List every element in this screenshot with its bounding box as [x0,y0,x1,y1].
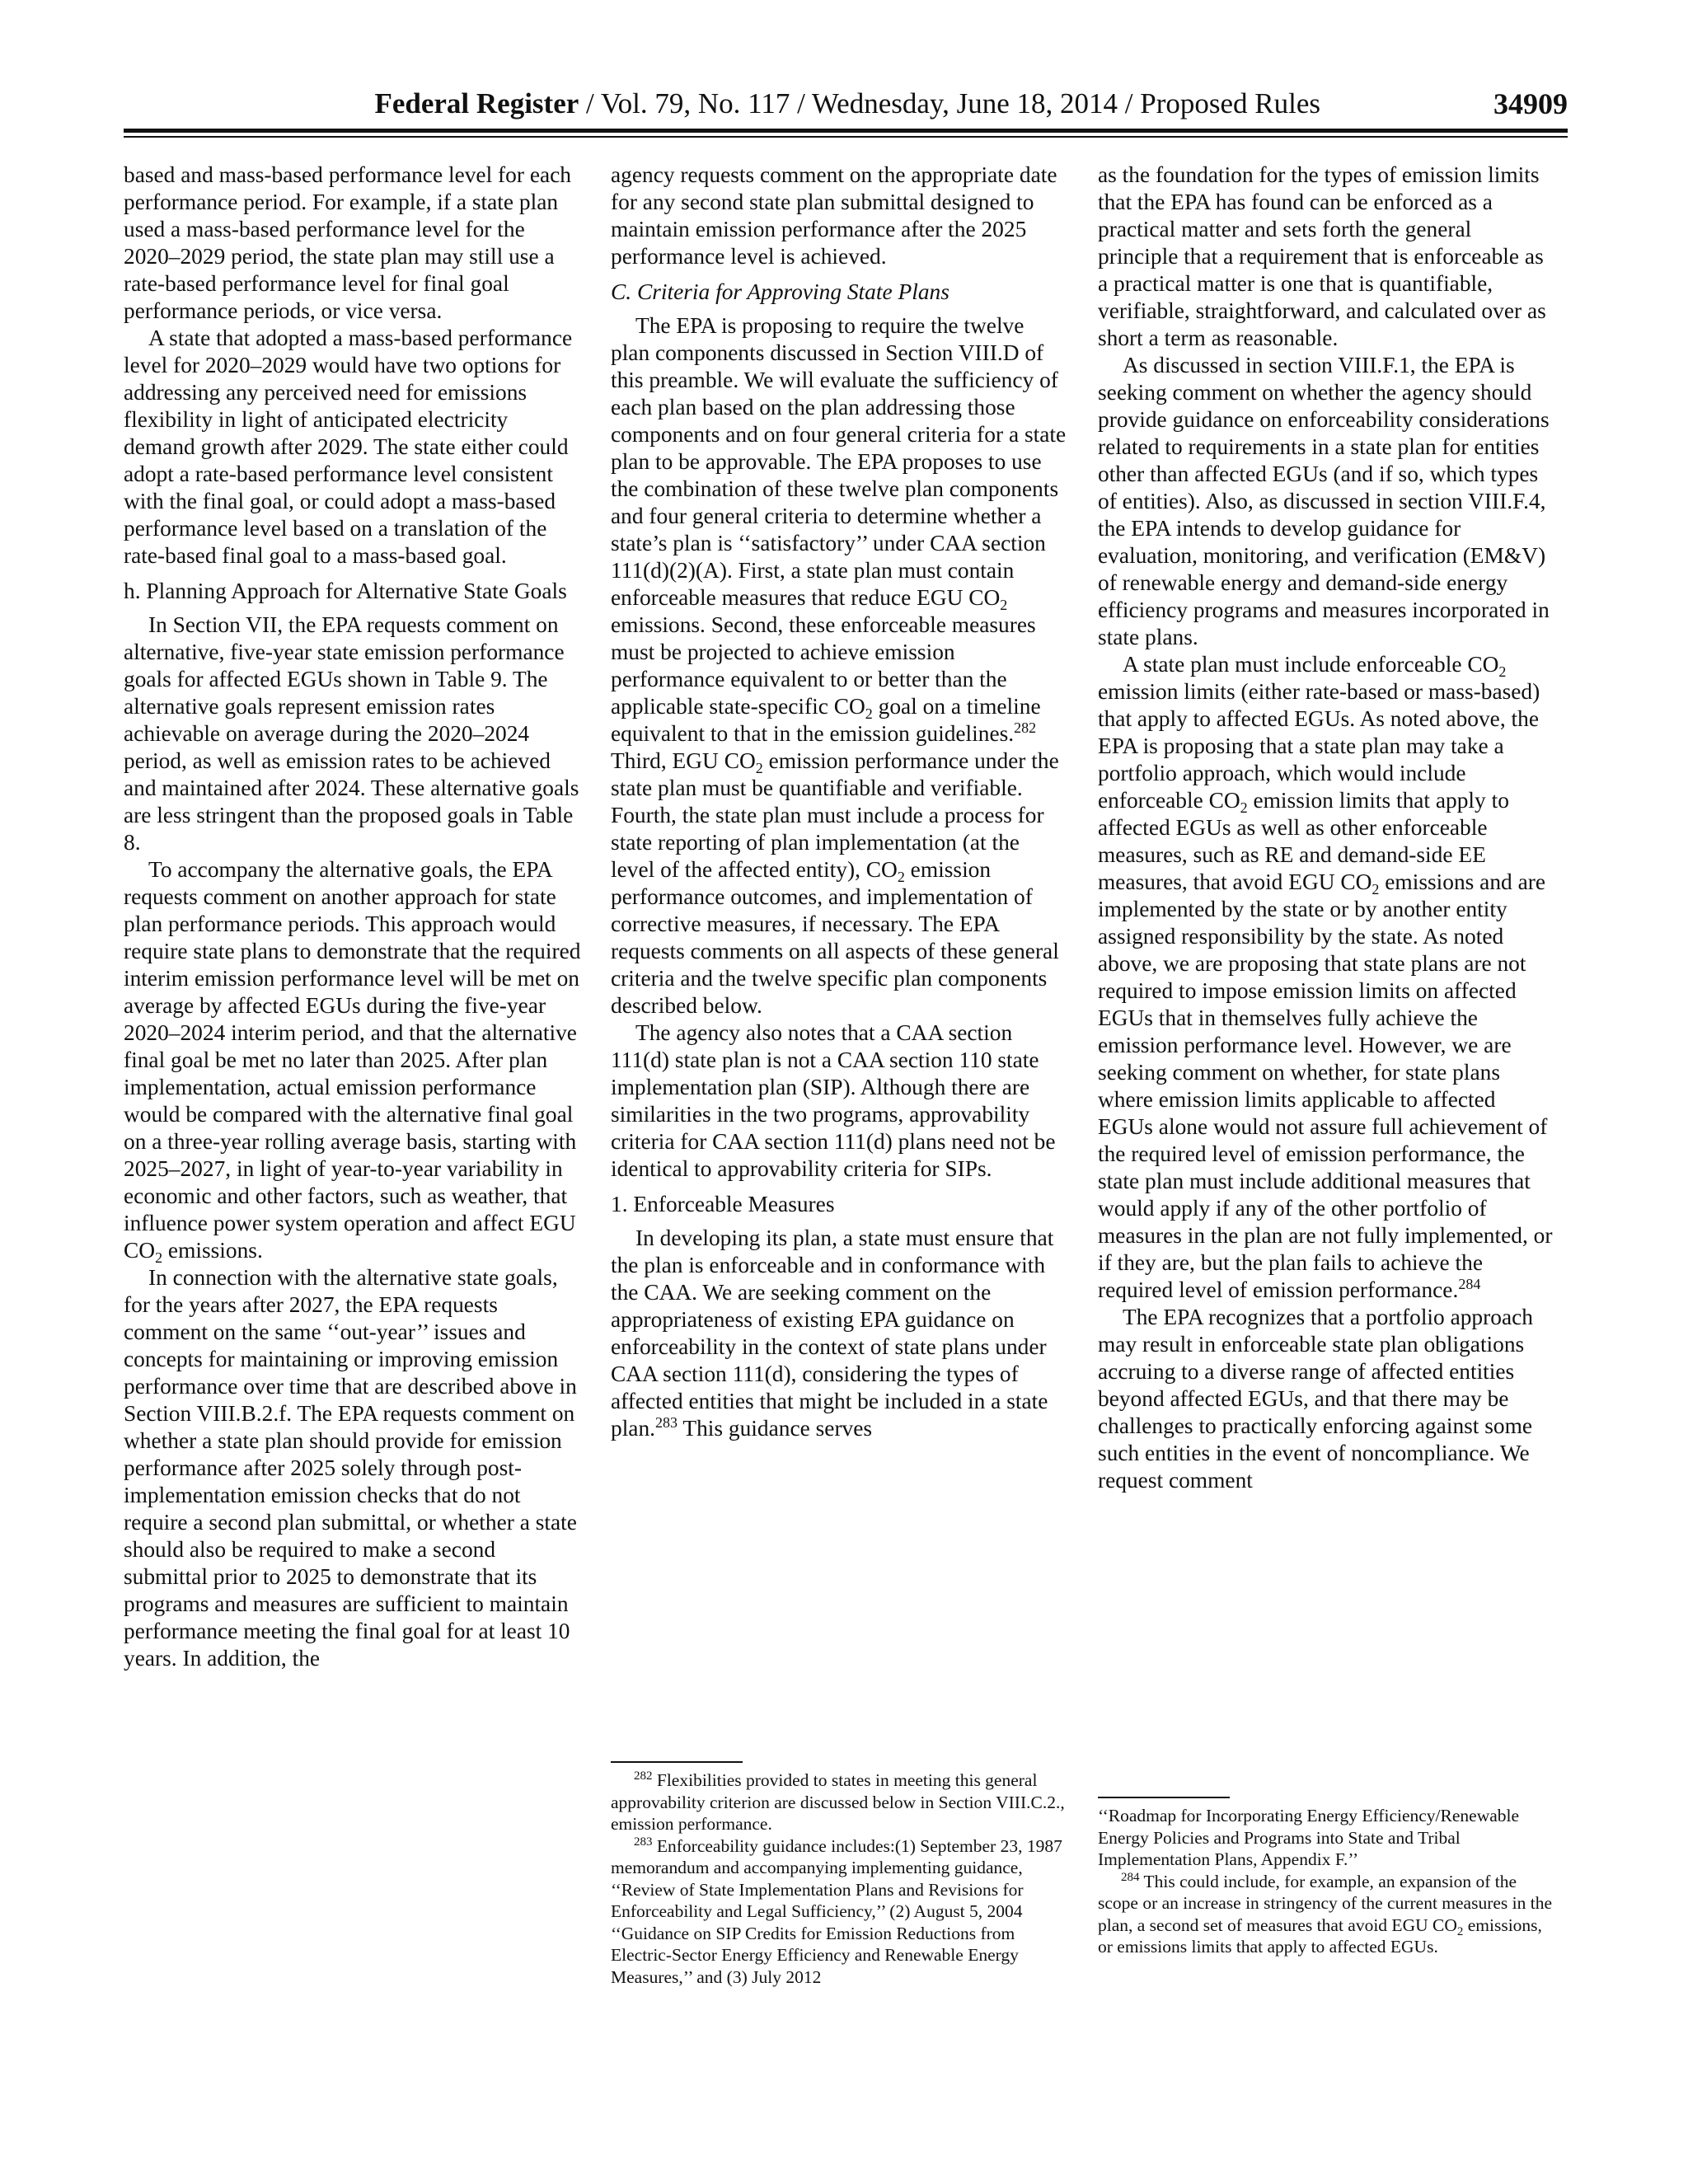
column-1 [124,162,581,1672]
footnote-283 [611,1835,1068,1989]
footnote-number: 283 [634,1835,653,1849]
subscript: 2 [897,869,905,885]
publication-name: Federal Register [374,87,579,120]
subscript: 2 [1456,1924,1464,1938]
paragraph [611,1225,1068,1442]
paragraph: As discussed in section VIII.F.1, the EPA is seeking comment on whether the agency should provide guidance on enforceability considerations related to requirements in a state plan for entities other than affected EGUs (and if so, which types of entities). Also, as discussed in section VIII.F.4, the EPA intends to develop guidance for evaluation, monitoring, and verification (EM&V) of renewable energy and demand-side energy efficiency programs and measures incorporated in state plans. [1098,353,1550,649]
paragraph: agency requests comment on the appropriate date for any second state plan submittal designed to maintain emission performance after the 2025 performance level is achieved. [611,162,1057,269]
text-span: In developing its plan, a state must ensure that the plan is enforceable and in conformance with the CAA. We are seeking comment on the appropriateness of existing EPA guidance on enforceability in the context of state plans under CAA section 111(d), considering the types of affected entities that might be included in a state plan. [611,1226,1054,1441]
subscript: 2 [755,760,763,776]
footnote-text: Enforceability guidance includes:(1) September 23, 1987 memorandum and accompanying implementing guidance, ‘‘Review of State Implementation Plans and Revisions for Enforceability and Legal Sufficiency,’’ (2) August 5, 2004 ‘‘Guidance on SIP Credits for Emission Reductions from Electric-Sector Energy Efficiency and Renewable Energy Measures,’’ and (3) July 2012 [611,1835,1062,1987]
footnotes-column-3 [1098,1780,1555,1958]
text-span: emission performance under the state plan must be quantifiable and verifiable. Fourth, the state plan must include a process for state reporting of plan implementation (at the level of the affected entity), CO [611,748,1059,882]
footnote-ref-283[interactable]: 283 [655,1414,678,1431]
column-3 [1098,162,1555,1494]
text-span: Third, EGU CO [611,748,756,773]
text-span: The EPA is proposing to require the twelve plan components discussed in Section VIII.D of this preamble. We will evaluate the sufficiency of each plan based on the plan addressing those components and on four general criteria for a state plan to be approvable. The EPA proposes to use the combination of these twelve plan components and four general criteria to determine whether a state’s plan is ‘‘satisfactory’’ under CAA section 111(d)(2)(A). First, a state plan must contain enforceable measures that reduce EGU CO [611,313,1067,610]
subscript: 2 [155,1249,163,1266]
paragraph: In Section VII, the EPA requests comment on alternative, five-year state emission performance goals for affected EGUs shown in Table 9. The alternative goals represent emission rates achievable on average during the 2020–2024 period, as well as emission rates to be achieved and maintained after 2024. These alternative goals are less stringent than the proposed goals in Table 8. [124,612,579,855]
footnote-number: 282 [634,1769,653,1783]
text-span: emission limits that apply to affected EGUs as well as other enforceable measures, such as RE and demand-side EE measures, that avoid EGU CO [1098,788,1509,894]
subscript: 2 [1498,663,1507,680]
footnotes-column-2 [611,1745,1068,1988]
paragraph: In connection with the alternative state goals, for the years after 2027, the EPA requests comment on the same ‘‘out-year’’ issues and concepts for maintaining or improving emission performance over time that are described above in Section VIII.B.2.f. The EPA requests comment on whether a state plan should provide for emission performance after 2025 solely through post-implementation emission checks that do not require a second plan submittal, or whether a state should also be required to make a second submittal prior to 2025 to demonstrate that its programs and measures are sufficient to maintain performance meeting the final goal for at least 10 years. In addition, the [124,1265,577,1671]
paragraph: The EPA recognizes that a portfolio approach may result in enforceable state plan obligations accruing to a diverse range of affected entities beyond affected EGUs, and that there may be challenges to practically enforcing against some such entities in the event of noncompliance. We request comment [1098,1305,1533,1493]
paragraph [124,856,581,1264]
text-span: emission performance outcomes, and implementation of corrective measures, if necessary. The EPA requests comments on all aspects of these general criteria and the twelve specific plan components described below. [611,857,1059,1018]
text-span: emission limits (either rate-based or mass-based) that apply to affected EGUs. As noted above, the EPA is proposing that a state plan may take a portfolio approach, which would include enforceable CO [1098,679,1540,813]
paragraph: A state that adopted a mass-based performance level for 2020–2029 would have two options for addressing any perceived need for emissions flexibility in light of anticipated electricity demand growth after 2029. The state either could adopt a rate-based performance level consistent with the final goal, or could adopt a mass-based performance level based on a translation of the rate-based final goal to a mass-based goal. [124,326,573,568]
text-span: emissions. Second, these enforceable measures must be projected to achieve emission performance equivalent to or better than the applicable state-specific CO [611,612,1036,719]
header-title [374,86,1320,122]
footnote-ref-282[interactable]: 282 [1014,719,1037,736]
header-rule-thick [124,129,1568,133]
paragraph [611,312,1068,1019]
footnote-rule [611,1761,743,1763]
paragraph: based and mass-based performance level for each performance period. For example, if a state plan used a mass-based performance level for the 2020–2029 period, the state plan may still use a rate-based performance level for final goal performance periods, or vice versa. [124,162,571,323]
footnote-rule [1098,1797,1230,1798]
section-heading-c: C. Criteria for Approving State Plans [611,279,950,304]
section-heading-h: h. Planning Approach for Alternative State Goals [124,579,567,603]
footnote-text: emissions, or emissions limits that apply to affected EGUs. [1098,1915,1542,1957]
volume-info: / Vol. 79, No. 117 / Wednesday, June 18, 2014 / Proposed Rules [579,87,1320,120]
subscript: 2 [1240,799,1248,816]
footnote-282 [611,1769,1068,1835]
subscript: 2 [865,705,873,722]
footnote-text: This could include, for example, an expansion of the scope or an increase in stringency of the current measures in the plan, a second set of measures that avoid EGU CO [1098,1871,1553,1935]
column-2 [611,162,1068,1442]
section-heading-1: 1. Enforceable Measures [611,1192,835,1216]
page-header [124,86,1568,132]
paragraph: as the foundation for the types of emission limits that the EPA has found can be enforced as a practical matter and sets forth the general principle that a requirement that is enforceable as a practical matter is one that is quantifiable, verifiable, straightforward, and calculated over as short a term as reasonable. [1098,162,1546,350]
text-span: emissions and are implemented by the state or by another entity assigned responsibility by the state. As noted above, we are proposing that state plans are not required to impose emission limits on affected EGUs that in themselves fully achieve the emission performance level. However, we are seeking comment on whether, for state plans where emission limits applicable to affected EGUs alone would not assure full achievement of the required level of emission performance, the state plan must include additional measures that would apply if any of the other portfolio of measures in the plan are not fully implemented, or if they are, but the plan fails to achieve the required level of emission performance. [1098,869,1553,1302]
subscript: 2 [1000,597,1008,613]
text-span: To accompany the alternative goals, the EPA requests comment on another approach for state plan performance periods. This approach would require state plans to demonstrate that the required interim emission performance level will be met on average by affected EGUs during the five-year 2020–2024 interim period, and that the alternative final goal be met no later than 2025. After plan implementation, actual emission performance would be compared with the alternative final goal on a three-year rolling average basis, starting with 2025–2027, in light of year-to-year variability in economic and other factors, such as weather, that influence power system operation and affect EGU CO [124,857,581,1263]
subscript: 2 [1372,881,1380,898]
text-span: This guidance serves [678,1416,873,1441]
page-number: 34909 [1493,87,1568,120]
footnote-text: Flexibilities provided to states in meeting this general approvability criterion are discussed below in Section VIII.C.2., emission performance. [611,1770,1065,1834]
text-span: goal on a timeline equivalent to that in the emission guidelines. [611,694,1041,746]
paragraph [1098,651,1555,1304]
footnote-284 [1098,1871,1555,1958]
paragraph: The agency also notes that a CAA section 111(d) state plan is not a CAA section 110 state implementation plan (SIP). Although there are similarities in the two programs, approvability criteria for CAA section 111(d) plans need not be identical to approvability criteria for SIPs. [611,1020,1056,1181]
footnote-ref-284[interactable]: 284 [1458,1276,1481,1292]
footnote-number: 284 [1121,1870,1140,1884]
footnote-283-continued: ‘‘Roadmap for Incorporating Energy Efficiency/Renewable Energy Policies and Programs into State and Tribal Implementation Plans, Appendix F.’’ [1098,1806,1520,1869]
header-rule-thin [124,136,1568,138]
text-span: emissions. [162,1238,263,1263]
text-span: A state plan must include enforceable CO [1123,652,1499,677]
